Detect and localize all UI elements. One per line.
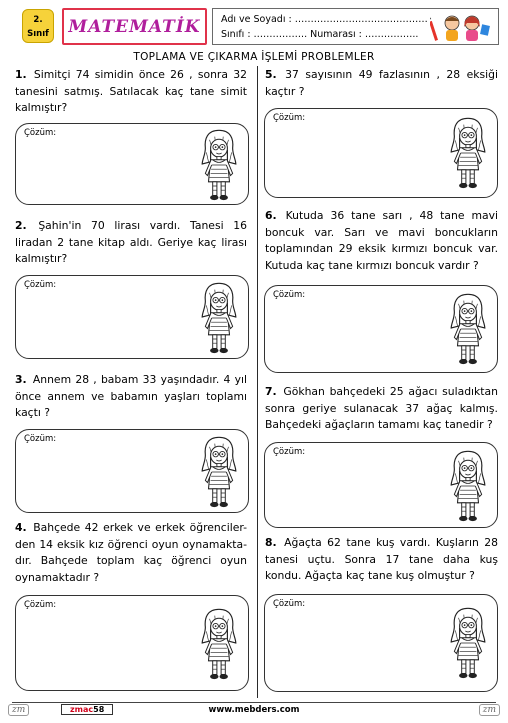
girl-icon [447,605,489,681]
question-number: 6. [265,209,277,222]
girl-icon [198,127,240,203]
answer-box-7[interactable] [264,442,498,528]
code-prefix: zmac [70,705,94,714]
answer-label: Çözüm: [273,290,306,300]
answer-box-2[interactable] [15,275,249,359]
question-number: 8. [265,536,277,549]
question-text: Kutuda 36 tane sarı , 48 tane mavi boncuk var. Sarı ve mavi boncukların toplamından 29 eksik kırmızı boncuk var. Kutuda kaç tane kırmızı boncuk vardır ? [265,209,498,272]
answer-box-1[interactable] [15,123,249,205]
answer-label: Çözüm: [273,599,306,609]
question-number: 4. [15,521,27,534]
answer-box-3[interactable] [15,429,249,513]
subject-title-box [62,8,207,45]
girl-icon [447,291,489,367]
subject-title: MATEMATİK [68,16,201,37]
grade-badge [22,9,54,43]
question-1 [15,67,247,117]
girl-icon [198,606,240,682]
grade-number: 2. [33,15,43,25]
grade-label: Sınıf [27,29,49,39]
question-number: 7. [265,385,277,398]
question-text: Bahçede 42 erkek ve erkek öğrenciler-den 14 eksik kız öğrenci oyun oynamakta-dır. Bahçede toplam kaç öğrenci oyun oynamaktadır ? [15,521,247,584]
question-number: 2. [15,219,27,232]
question-text: 37 sayısının 49 fazlasının , 28 eksiği kaçtır ? [265,68,498,98]
girl-icon [447,115,489,191]
girl-icon [447,448,489,524]
answer-label: Çözüm: [273,113,306,123]
question-7 [265,384,498,434]
worksheet-title: TOPLAMA VE ÇIKARMA İŞLEMİ PROBLEMLER [133,51,375,63]
question-8 [265,535,498,585]
column-divider [257,66,258,698]
question-3 [15,372,247,422]
zm-logo-right: zm [479,704,500,716]
question-4 [15,520,247,586]
answer-box-8[interactable] [264,594,498,692]
question-5 [265,67,498,100]
website-link[interactable]: www.mebders.com [208,705,300,715]
kids-icon [430,11,492,43]
footer-divider [12,702,496,703]
girl-icon [198,434,240,510]
class-number-field[interactable]: Sınıfı : …………….. Numarası : …………….. [221,29,419,40]
question-text: Ağaçta 62 tane kuş vardı. Kuşların 28 tanesi uçtu. Sonra 17 tane daha kuş kondu. Ağaçta kaç tane kuş olmuştur ? [265,536,499,582]
answer-box-6[interactable] [264,285,498,373]
question-number: 3. [15,373,27,386]
answer-label: Çözüm: [24,128,57,138]
question-text: Gökhan bahçedeki 25 ağacı suladıktan sonra geriye sulanacak 37 ağaç kalmış. Bahçedeki ağaçların tamamı kaç tanedir ? [265,385,498,431]
answer-box-5[interactable] [264,108,498,198]
girl-icon [198,280,240,356]
answer-label: Çözüm: [24,600,57,610]
question-text: Şahin'in 70 lirası vardı. Tanesi 16 liradan 2 tane kitap aldı. Geriye kaç lirası kalmıştır? [15,219,248,265]
question-text: Simitçi 74 simidin önce 26 , sonra 32 tanesini satmış. Satılacak kaç tane simit kalmıştır? [15,68,247,114]
question-number: 5. [265,68,277,81]
question-2 [15,218,247,268]
question-text: Annem 28 , babam 33 yaşındadır. 4 yıl önce annem ve babamın yaşları toplamı kaçtı ? [15,373,247,419]
answer-label: Çözüm: [24,280,57,290]
zm-logo-left: zm [8,704,29,716]
name-field[interactable]: Adı ve Soyadı : …………………………………… [221,14,428,25]
answer-label: Çözüm: [273,447,306,457]
answer-label: Çözüm: [24,434,57,444]
question-number: 1. [15,68,27,81]
question-6 [265,208,498,274]
student-info-box [212,8,499,45]
code-number: 58 [93,705,105,714]
answer-box-4[interactable] [15,595,249,691]
